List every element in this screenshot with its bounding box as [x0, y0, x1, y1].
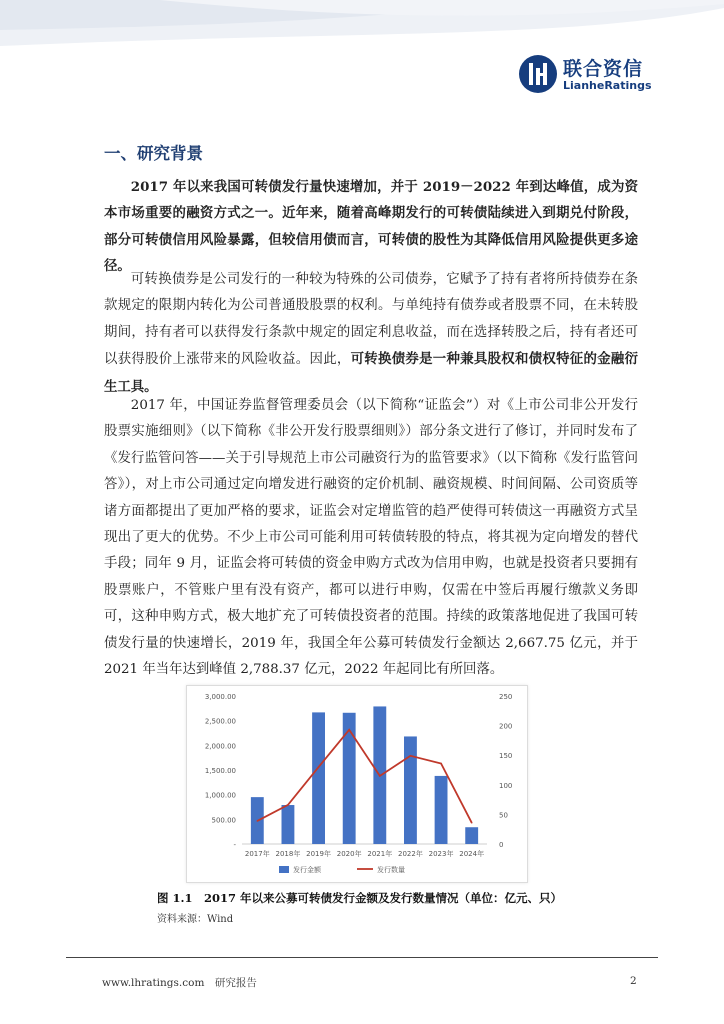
line-point-2021年	[379, 775, 381, 777]
legend-bar-label: 发行金额	[293, 866, 321, 874]
left-axis-tick-label: 500.00	[211, 816, 236, 825]
right-axis-tick-label: 200	[499, 722, 513, 731]
bar-2022年	[404, 736, 417, 844]
paragraph-summary: 2017 年以来我国可转债发行量快速增加，并于 2019－2022 年到达峰值，成为资本市场重要的融资方式之一。近年来，随着高峰期发行的可转债陆续进入到期兑付阶段，部分可转债信用风险暴露，但较信用债而言，可转债的股性为其降低信用风险提供更多途径。	[104, 179, 638, 275]
line-point-2023年	[440, 763, 442, 765]
x-axis-tick-label: 2020年	[336, 850, 362, 858]
right-axis-tick-label: 100	[499, 781, 513, 790]
company-logo	[518, 52, 652, 96]
left-axis-tick-label: 3,000.00	[204, 693, 236, 701]
paragraph-definition	[104, 267, 638, 401]
bar-2020年	[343, 713, 356, 844]
bar-2024年	[465, 827, 478, 844]
right-axis-tick-label: 50	[499, 811, 508, 820]
issuance-chart	[186, 685, 528, 883]
section-heading: 一、研究背景	[104, 144, 203, 163]
line-point-2018年	[287, 804, 289, 806]
footer-site: www.lhratings.com 研究报告	[102, 977, 257, 989]
bar-2018年	[282, 805, 295, 844]
footer-divider	[66, 957, 658, 958]
x-axis-tick-label: 2022年	[398, 850, 423, 858]
chart-canvas	[187, 686, 527, 882]
line-point-2017年	[257, 820, 259, 822]
left-axis-tick-label: 1,000.00	[204, 791, 236, 800]
left-axis-tick-label: -	[233, 841, 236, 849]
x-axis-tick-label: 2018年	[275, 850, 301, 858]
line-point-2020年	[348, 729, 350, 731]
paragraph-definition-text: 可转换债券是公司发行的一种较为特殊的公司债券，它赋予了持有者将所持债券在条款规定的限期内转化为公司普通股股票的权利。与单纯持有债券或者股票不同，在未转股期间，持有者可以获得发行条款中规定的固定利息收益，而在选择转股之后，持有者还可以获得股价上涨带来的风险收益。因此，	[104, 272, 638, 368]
right-axis-tick-label: 150	[499, 752, 513, 761]
line-point-2019年	[318, 766, 320, 768]
x-axis-tick-label: 2024年	[459, 850, 485, 858]
figure-source: 资料来源：Wind	[157, 914, 234, 925]
bar-2023年	[435, 776, 448, 844]
left-axis-tick-label: 2,000.00	[204, 742, 236, 751]
right-axis-tick-label: 0	[499, 841, 504, 849]
bar-2019年	[312, 712, 325, 844]
right-axis-tick-label: 250	[499, 693, 513, 701]
x-axis-tick-label: 2023年	[428, 850, 454, 858]
lianhe-logo-icon	[518, 54, 558, 94]
page-number: 2	[630, 975, 637, 987]
left-axis-tick-label: 2,500.00	[204, 717, 236, 726]
left-axis-tick-label: 1,500.00	[204, 767, 236, 775]
legend-line-label: 发行数量	[377, 866, 405, 874]
line-point-2022年	[410, 755, 412, 757]
paragraph-definition-emphasis: 可转换债券是一种兼具股权和债权特征的金融衍生工具。	[104, 351, 639, 395]
x-axis-tick-label: 2021年	[367, 850, 393, 858]
legend-bar-swatch	[279, 866, 289, 873]
paragraph-policy: 2017 年，中国证券监督管理委员会（以下简称“证监会”）对《上市公司非公开发行股票实施细则》（以下简称《非公开发行股票细则》）部分条文进行了修订，并同时发布了《发行监管问答——关于引导规范上市公司融资行为的监管要求》（以下简称《发行监管问答》），对上市公司通过定向增发进行融资的定价机制、融资规模、时间间隔、公司资质等诸方面都提出了更加严格的要求，证监会对定增监管的趋严使得可转债这一再融资方式呈现出了更大的优势。不少上市公司可能利用可转债转股的特点，将其视为定向增发的替代手段；同年 9 月，证监会将可转债的资金申购方式改为信用申购，也就是投资者只要拥有股票账户，不管账户里有没有资产，都可以进行申购，仅需在中签后再履行缴款义务即可，这种申购方式，极大地扩充了可转债投资者的范围。持续的政策落地促进了我国可转债发行量的快速增长，2019 年，我国全年公募可转债发行金额达 2,667.75 亿元，并于 2021 年当年达到峰值 2,788.37 亿元，2022 年起同比有所回落。	[104, 398, 638, 678]
line-point-2024年	[471, 822, 473, 824]
logo-english-name: LianheRatings	[563, 79, 652, 92]
x-axis-tick-label: 2017年	[244, 850, 270, 858]
x-axis-tick-label: 2019年	[306, 850, 331, 858]
figure-caption: 图 1.1 2017 年以来公募可转债发行金额及发行数量情况（单位：亿元、只）	[157, 891, 563, 905]
logo-chinese-name: 联合资信	[563, 58, 644, 80]
